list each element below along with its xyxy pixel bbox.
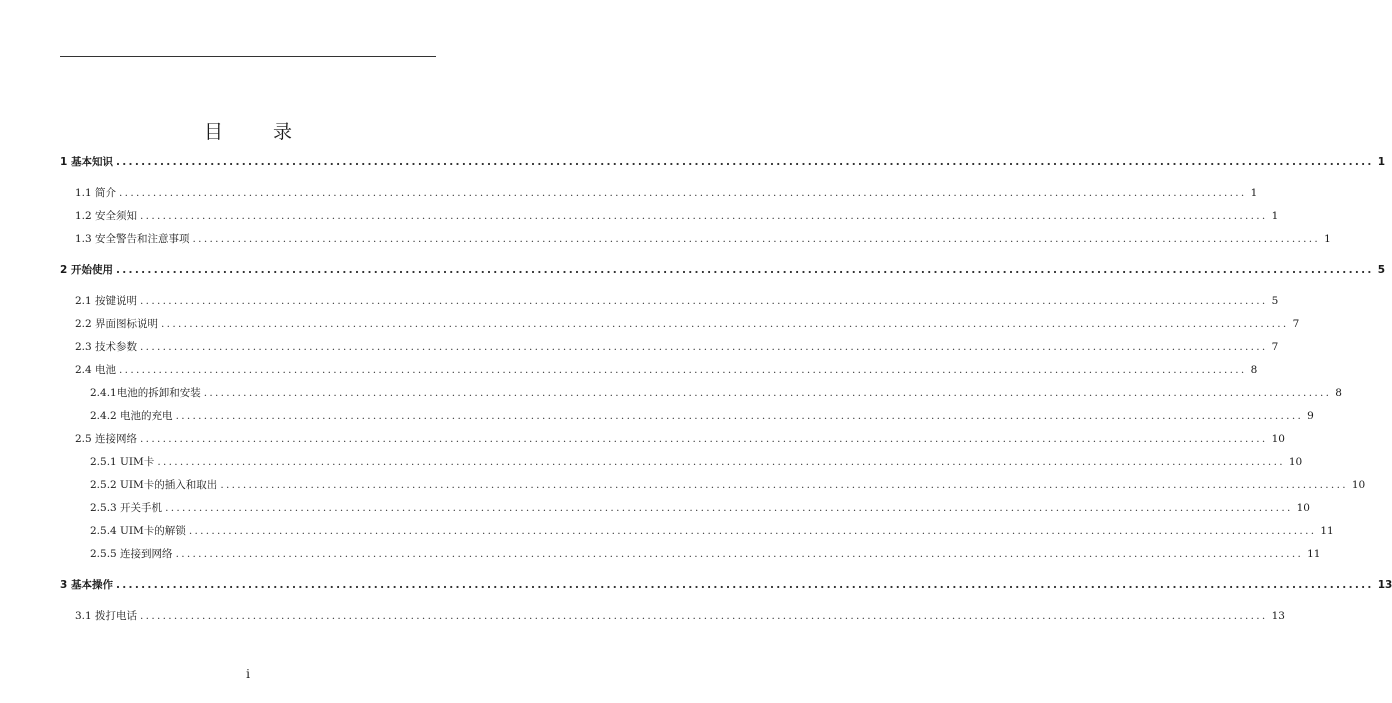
toc-entry[interactable] (75, 609, 1285, 623)
toc-leader-dots: ........................................................................................................................................................................................................ (140, 295, 1268, 307)
toc-entry-page: 7 (1271, 341, 1279, 353)
toc-entry[interactable] (75, 363, 1258, 377)
toc-leader-dots: ........................................................................................................................................................................................................ (115, 156, 1374, 168)
toc-entry-label: 3 基本操作 (60, 579, 113, 591)
toc-entry-page: 1 (1271, 210, 1279, 222)
toc-entry-label: 2.5.5 连接到网络 (90, 548, 173, 560)
toc-entry[interactable] (90, 455, 1303, 469)
toc-entry-page: 10 (1296, 502, 1310, 514)
toc-entry-page: 8 (1335, 387, 1342, 399)
toc-leader-dots: ........................................................................................................................................................................................................ (115, 579, 1374, 591)
toc-entry-label: 1.2 安全须知 (75, 210, 138, 222)
toc-entry-label: 2.5.4 UIM卡的解锁 (90, 525, 186, 537)
toc-entry-page: 1 (1324, 233, 1331, 245)
toc-entry-label: 2.4 电池 (75, 364, 117, 376)
toc-entry-label: 3.1 拨打电话 (75, 610, 138, 622)
toc-entry-label: 2.5.2 UIM卡的插入和取出 (90, 479, 218, 491)
toc-entry[interactable] (90, 478, 1366, 492)
toc-entry[interactable] (60, 263, 1386, 277)
toc-entry[interactable] (75, 432, 1285, 446)
toc-leader-dots: ........................................................................................................................................................................................................ (140, 433, 1268, 445)
toc-entry-page: 1 (1250, 187, 1258, 199)
toc-entry[interactable] (90, 547, 1321, 561)
toc-entry-label: 2.4.2 电池的充电 (90, 410, 173, 422)
toc-entry-label: 1.3 安全警告和注意事项 (75, 233, 190, 245)
toc-entry[interactable] (75, 317, 1300, 331)
toc-entry-page: 8 (1250, 364, 1258, 376)
toc-entry[interactable] (90, 386, 1342, 400)
toc-leader-dots: ........................................................................................................................................................................................................ (192, 233, 1321, 245)
toc-leader-dots: ........................................................................................................................................................................................................ (165, 502, 1293, 514)
toc-entry-page: 11 (1320, 525, 1334, 537)
toc-entry-page: 10 (1288, 456, 1303, 468)
toc-entry[interactable] (75, 232, 1331, 246)
toc-entry-label: 2.5 连接网络 (75, 433, 138, 445)
toc-leader-dots: ........................................................................................................................................................................................................ (119, 364, 1247, 376)
page-number: i (246, 667, 250, 681)
toc-leader-dots: ........................................................................................................................................................................................................ (140, 341, 1268, 353)
toc-entry[interactable] (60, 155, 1386, 169)
toc-entry-page: 9 (1307, 410, 1314, 422)
toc-entry-label: 2.1 按键说明 (75, 295, 138, 307)
toc-entry[interactable] (60, 578, 1392, 592)
toc-leader-dots: ........................................................................................................................................................................................................ (175, 548, 1304, 560)
toc-entry-label: 2.5.3 开关手机 (90, 502, 163, 514)
toc-entry-label: 2.3 技术参数 (75, 341, 138, 353)
toc-entry[interactable] (75, 186, 1258, 200)
toc-entry-page: 11 (1307, 548, 1321, 560)
toc-entry-page: 10 (1351, 479, 1366, 491)
toc-leader-dots: ........................................................................................................................................................................................................ (115, 264, 1374, 276)
toc-leader-dots: ........................................................................................................................................................................................................ (119, 187, 1247, 199)
toc-entry-label: 1.1 简介 (75, 187, 117, 199)
toc-entry[interactable] (90, 501, 1310, 515)
header-rule (60, 56, 436, 57)
toc-entry-page: 13 (1377, 579, 1392, 591)
toc-leader-dots: ........................................................................................................................................................................................................ (220, 479, 1348, 491)
toc-entry-label: 2.4.1电池的拆卸和安装 (90, 387, 201, 399)
toc-entry-label: 2.2 界面图标说明 (75, 318, 159, 330)
toc-entry-page: 10 (1271, 433, 1285, 445)
toc-entry-label: 2 开始使用 (60, 264, 113, 276)
toc-leader-dots: ........................................................................................................................................................................................................ (161, 318, 1289, 330)
toc-leader-dots: ........................................................................................................................................................................................................ (188, 525, 1317, 537)
toc-entry[interactable] (75, 294, 1279, 308)
toc-leader-dots: ........................................................................................................................................................................................................ (175, 410, 1304, 422)
toc-entry-page: 5 (1377, 264, 1386, 276)
toc-leader-dots: ........................................................................................................................................................................................................ (140, 610, 1268, 622)
toc-entry[interactable] (75, 340, 1279, 354)
toc-entry[interactable] (90, 409, 1314, 423)
toc-leader-dots: ........................................................................................................................................................................................................ (157, 456, 1285, 468)
toc-entry-label: 2.5.1 UIM卡 (90, 456, 155, 468)
page-title: 目 录 (203, 121, 315, 143)
toc-entry[interactable] (75, 209, 1279, 223)
toc-leader-dots: ........................................................................................................................................................................................................ (140, 210, 1268, 222)
toc-entry-label: 1 基本知识 (60, 156, 113, 168)
toc-entry[interactable] (90, 524, 1334, 538)
toc-entry-page: 7 (1292, 318, 1300, 330)
toc-entry-page: 5 (1271, 295, 1279, 307)
toc-entry-page: 13 (1271, 610, 1285, 622)
toc-leader-dots: ........................................................................................................................................................................................................ (203, 387, 1332, 399)
toc-entry-page: 1 (1377, 156, 1386, 168)
